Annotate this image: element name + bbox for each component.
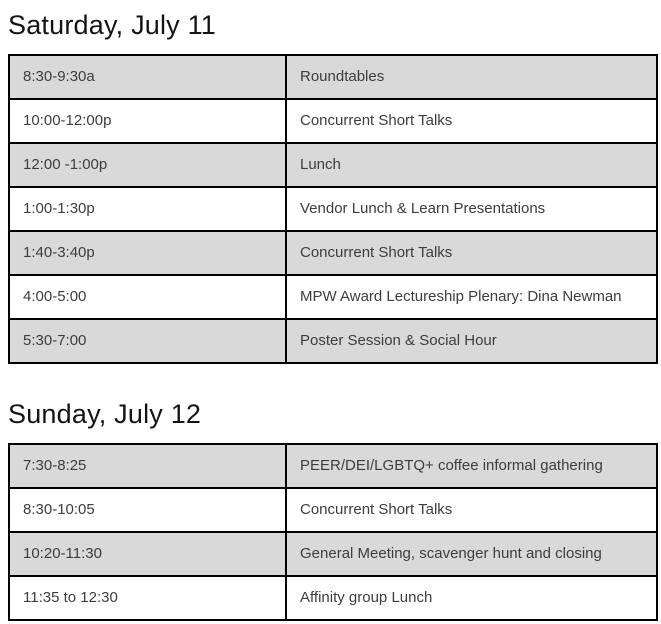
table-row [9, 143, 657, 187]
table-row [9, 275, 657, 319]
time-cell: 1:40-3:40p [9, 231, 286, 275]
event-cell: Concurrent Short Talks [286, 488, 657, 532]
event-cell: Concurrent Short Talks [286, 231, 657, 275]
event-cell: Poster Session & Social Hour [286, 319, 657, 363]
table-row [9, 444, 657, 488]
time-cell: 11:35 to 12:30 [9, 576, 286, 620]
event-cell: Roundtables [286, 55, 657, 99]
time-cell: 10:20-11:30 [9, 532, 286, 576]
event-cell: Lunch [286, 143, 657, 187]
table-row [9, 576, 657, 620]
time-cell: 8:30-9:30a [9, 55, 286, 99]
table-row [9, 488, 657, 532]
table-row [9, 187, 657, 231]
event-cell: PEER/DEI/LGBTQ+ coffee informal gathering [286, 444, 657, 488]
time-cell: 8:30-10:05 [9, 488, 286, 532]
table-row [9, 319, 657, 363]
table-row [9, 231, 657, 275]
event-cell: Concurrent Short Talks [286, 99, 657, 143]
schedule-table-saturday [8, 54, 658, 364]
time-cell: 4:00-5:00 [9, 275, 286, 319]
day-heading-sunday: Sunday, July 12 [8, 399, 202, 429]
time-cell: 10:00-12:00p [9, 99, 286, 143]
table-row [9, 532, 657, 576]
time-cell: 12:00 -1:00p [9, 143, 286, 187]
day-heading-saturday: Saturday, July 11 [8, 10, 217, 40]
event-cell: MPW Award Lectureship Plenary: Dina Newman [286, 275, 657, 319]
event-cell: Vendor Lunch & Learn Presentations [286, 187, 657, 231]
schedule-table-sunday [8, 443, 658, 621]
time-cell: 7:30-8:25 [9, 444, 286, 488]
table-row [9, 55, 657, 99]
table-row [9, 99, 657, 143]
time-cell: 1:00-1:30p [9, 187, 286, 231]
time-cell: 5:30-7:00 [9, 319, 286, 363]
event-cell: General Meeting, scavenger hunt and closing [286, 532, 657, 576]
event-cell: Affinity group Lunch [286, 576, 657, 620]
